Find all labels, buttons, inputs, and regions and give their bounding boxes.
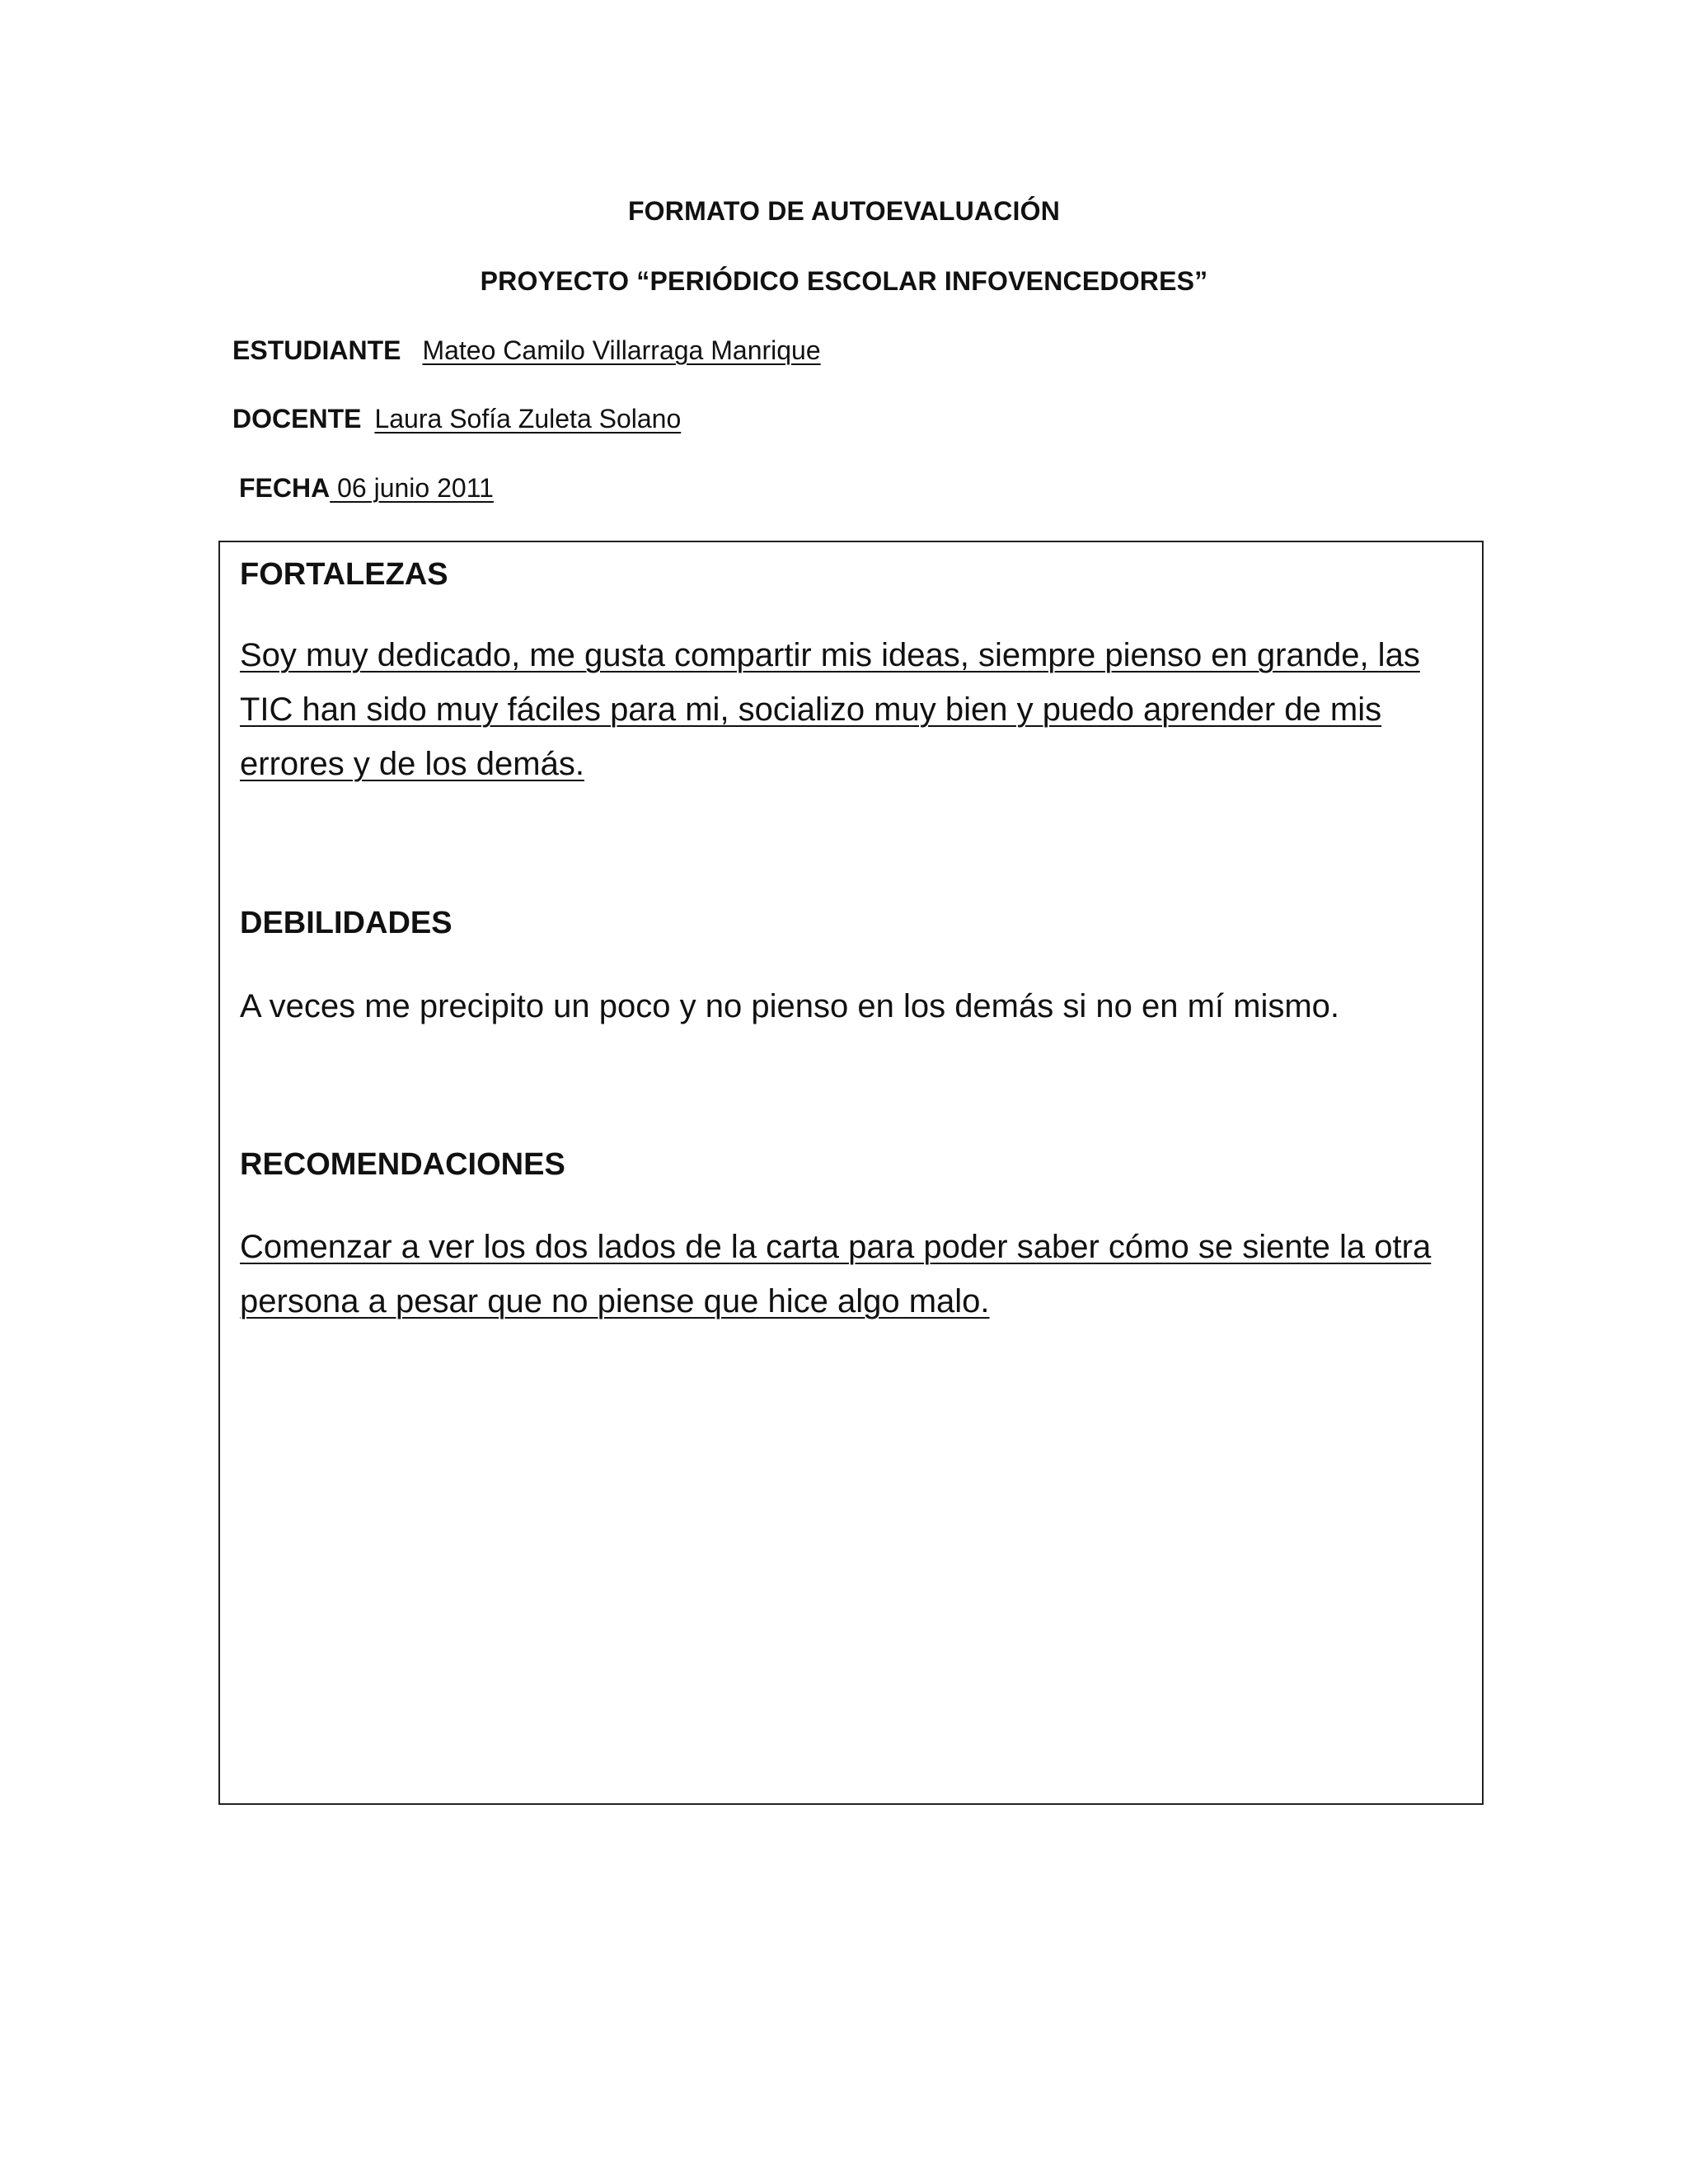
strengths-text-content: Soy muy dedicado, me gusta compartir mis ideas, siempre pienso en grande, las TIC han sido muy fáciles para mi, socializo muy bien y puedo aprender de mis errores y de los demás. bbox=[240, 637, 1420, 782]
student-value: Mateo Camilo Villarraga Manrique bbox=[422, 335, 821, 365]
date-label: FECHA bbox=[239, 473, 331, 503]
weaknesses-text: A veces me precipito un poco y no pienso en los demás si no en mí mismo. bbox=[240, 988, 1340, 1024]
student-field bbox=[232, 335, 821, 366]
strengths-text bbox=[240, 628, 1451, 791]
date-value: 06 junio 2011 bbox=[330, 473, 494, 503]
document-title: FORMATO DE AUTOEVALUACIÓN bbox=[627, 196, 1061, 226]
date-field bbox=[239, 473, 494, 504]
recommendations-text bbox=[240, 1220, 1451, 1329]
recommendations-heading: RECOMENDACIONES bbox=[240, 1147, 565, 1182]
teacher-label: DOCENTE bbox=[232, 404, 362, 434]
project-title: PROYECTO “PERIÓDICO ESCOLAR INFOVENCEDORES” bbox=[480, 266, 1208, 296]
recommendations-text-content: Comenzar a ver los dos lados de la carta para poder saber cómo se siente la otra persona a pesar que no piense que hice algo malo. bbox=[240, 1229, 1432, 1319]
strengths-heading: FORTALEZAS bbox=[240, 557, 448, 592]
teacher-value: Laura Sofía Zuleta Solano bbox=[374, 404, 682, 434]
weaknesses-heading: DEBILIDADES bbox=[240, 906, 452, 940]
evaluation-box bbox=[218, 541, 1484, 1805]
student-label: ESTUDIANTE bbox=[232, 335, 401, 365]
teacher-field bbox=[232, 404, 681, 434]
